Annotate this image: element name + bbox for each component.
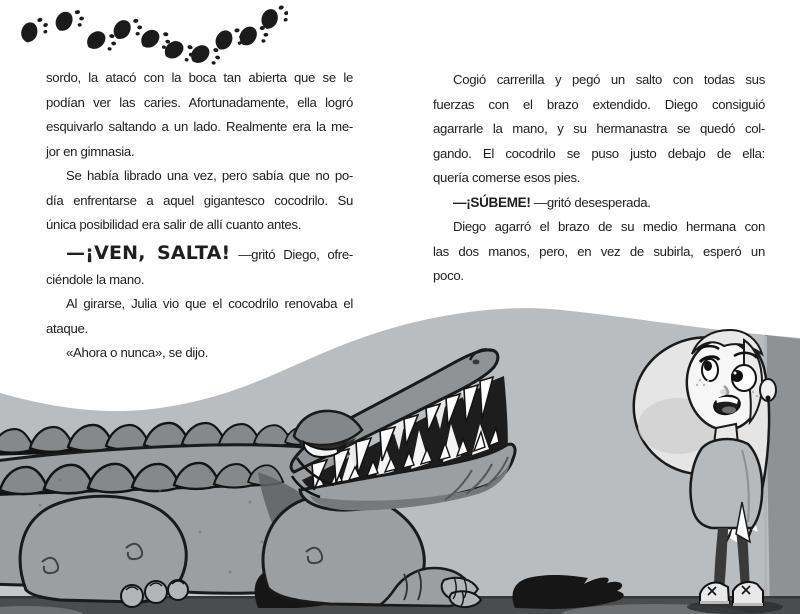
text-run: agarrarle la mano, y su hermanastra se quedó col-	[433, 121, 765, 136]
text-line	[433, 215, 765, 240]
text-run: —¡SÚBEME!	[453, 194, 531, 210]
earring	[766, 396, 771, 401]
text-run: ciéndole la mano.	[46, 271, 145, 287]
text-run: —gritó Diego, ofre-	[230, 246, 353, 262]
paw-print-trail	[18, 4, 288, 66]
text-line	[46, 66, 353, 91]
text-run: gando. El cocodrilo se puso justo debajo de ella:	[433, 145, 765, 161]
text-run: jor en gimnasia.	[46, 143, 135, 159]
text-run: las dos manos, pero, en vez de subirla, esperó un	[433, 243, 765, 259]
text-line	[433, 117, 765, 142]
rear-leg	[20, 496, 188, 607]
text-line	[46, 164, 353, 189]
text-line	[433, 93, 765, 118]
text-line	[46, 268, 353, 293]
text-run: día enfrentarse a aquel gigantesco cocodrilo. Su	[46, 192, 353, 208]
text-line	[433, 240, 765, 265]
text-line	[433, 264, 765, 289]
text-run: Al girarse, Julia vio que el cocodrilo renovaba el	[66, 296, 353, 311]
girl-sweater	[690, 439, 762, 528]
wall	[765, 335, 800, 614]
text-run: podían ver las caries. Afortunadamente, ella logró	[46, 94, 353, 110]
text-line	[433, 191, 765, 216]
text-run: ataque.	[46, 320, 88, 336]
paw-prints-icon	[8, 4, 288, 66]
text-run: poco.	[433, 268, 464, 283]
text-line	[46, 115, 353, 140]
text-line	[46, 140, 353, 165]
girl-ear	[760, 379, 776, 401]
text-line	[46, 213, 353, 238]
text-run: sordo, la atacó con la boca tan abierta que se le	[46, 70, 353, 85]
text-line	[433, 68, 765, 93]
text-run: «Ahora o nunca», se dijo.	[66, 345, 209, 360]
text-run: —gritó desesperada.	[530, 194, 651, 210]
crocodile-illustration	[0, 290, 800, 614]
text-line	[433, 166, 765, 191]
text-line	[46, 91, 353, 116]
text-line	[433, 142, 765, 167]
text-run: Diego agarró el brazo de su medio hermana con	[453, 219, 765, 234]
text-run: Se había librado una vez, pero sabía que no po-	[66, 168, 353, 183]
right-text-column	[433, 68, 765, 289]
text-run: esquivarlo saltando a un lado. Realmente era la me-	[46, 119, 353, 134]
text-run: fuerzas con el brazo extendido. Diego consiguió	[433, 96, 765, 112]
text-run: Cogió carrerilla y pegó un salto con todas sus	[453, 72, 765, 87]
text-line	[46, 238, 353, 268]
text-run: quería comerse esos pies.	[433, 170, 581, 185]
nostril	[473, 360, 480, 365]
text-line	[46, 189, 353, 214]
text-run: —¡VEN, SALTA!	[66, 241, 231, 264]
text-run: única posibilidad era salir de allí cuanto antes.	[46, 217, 302, 232]
